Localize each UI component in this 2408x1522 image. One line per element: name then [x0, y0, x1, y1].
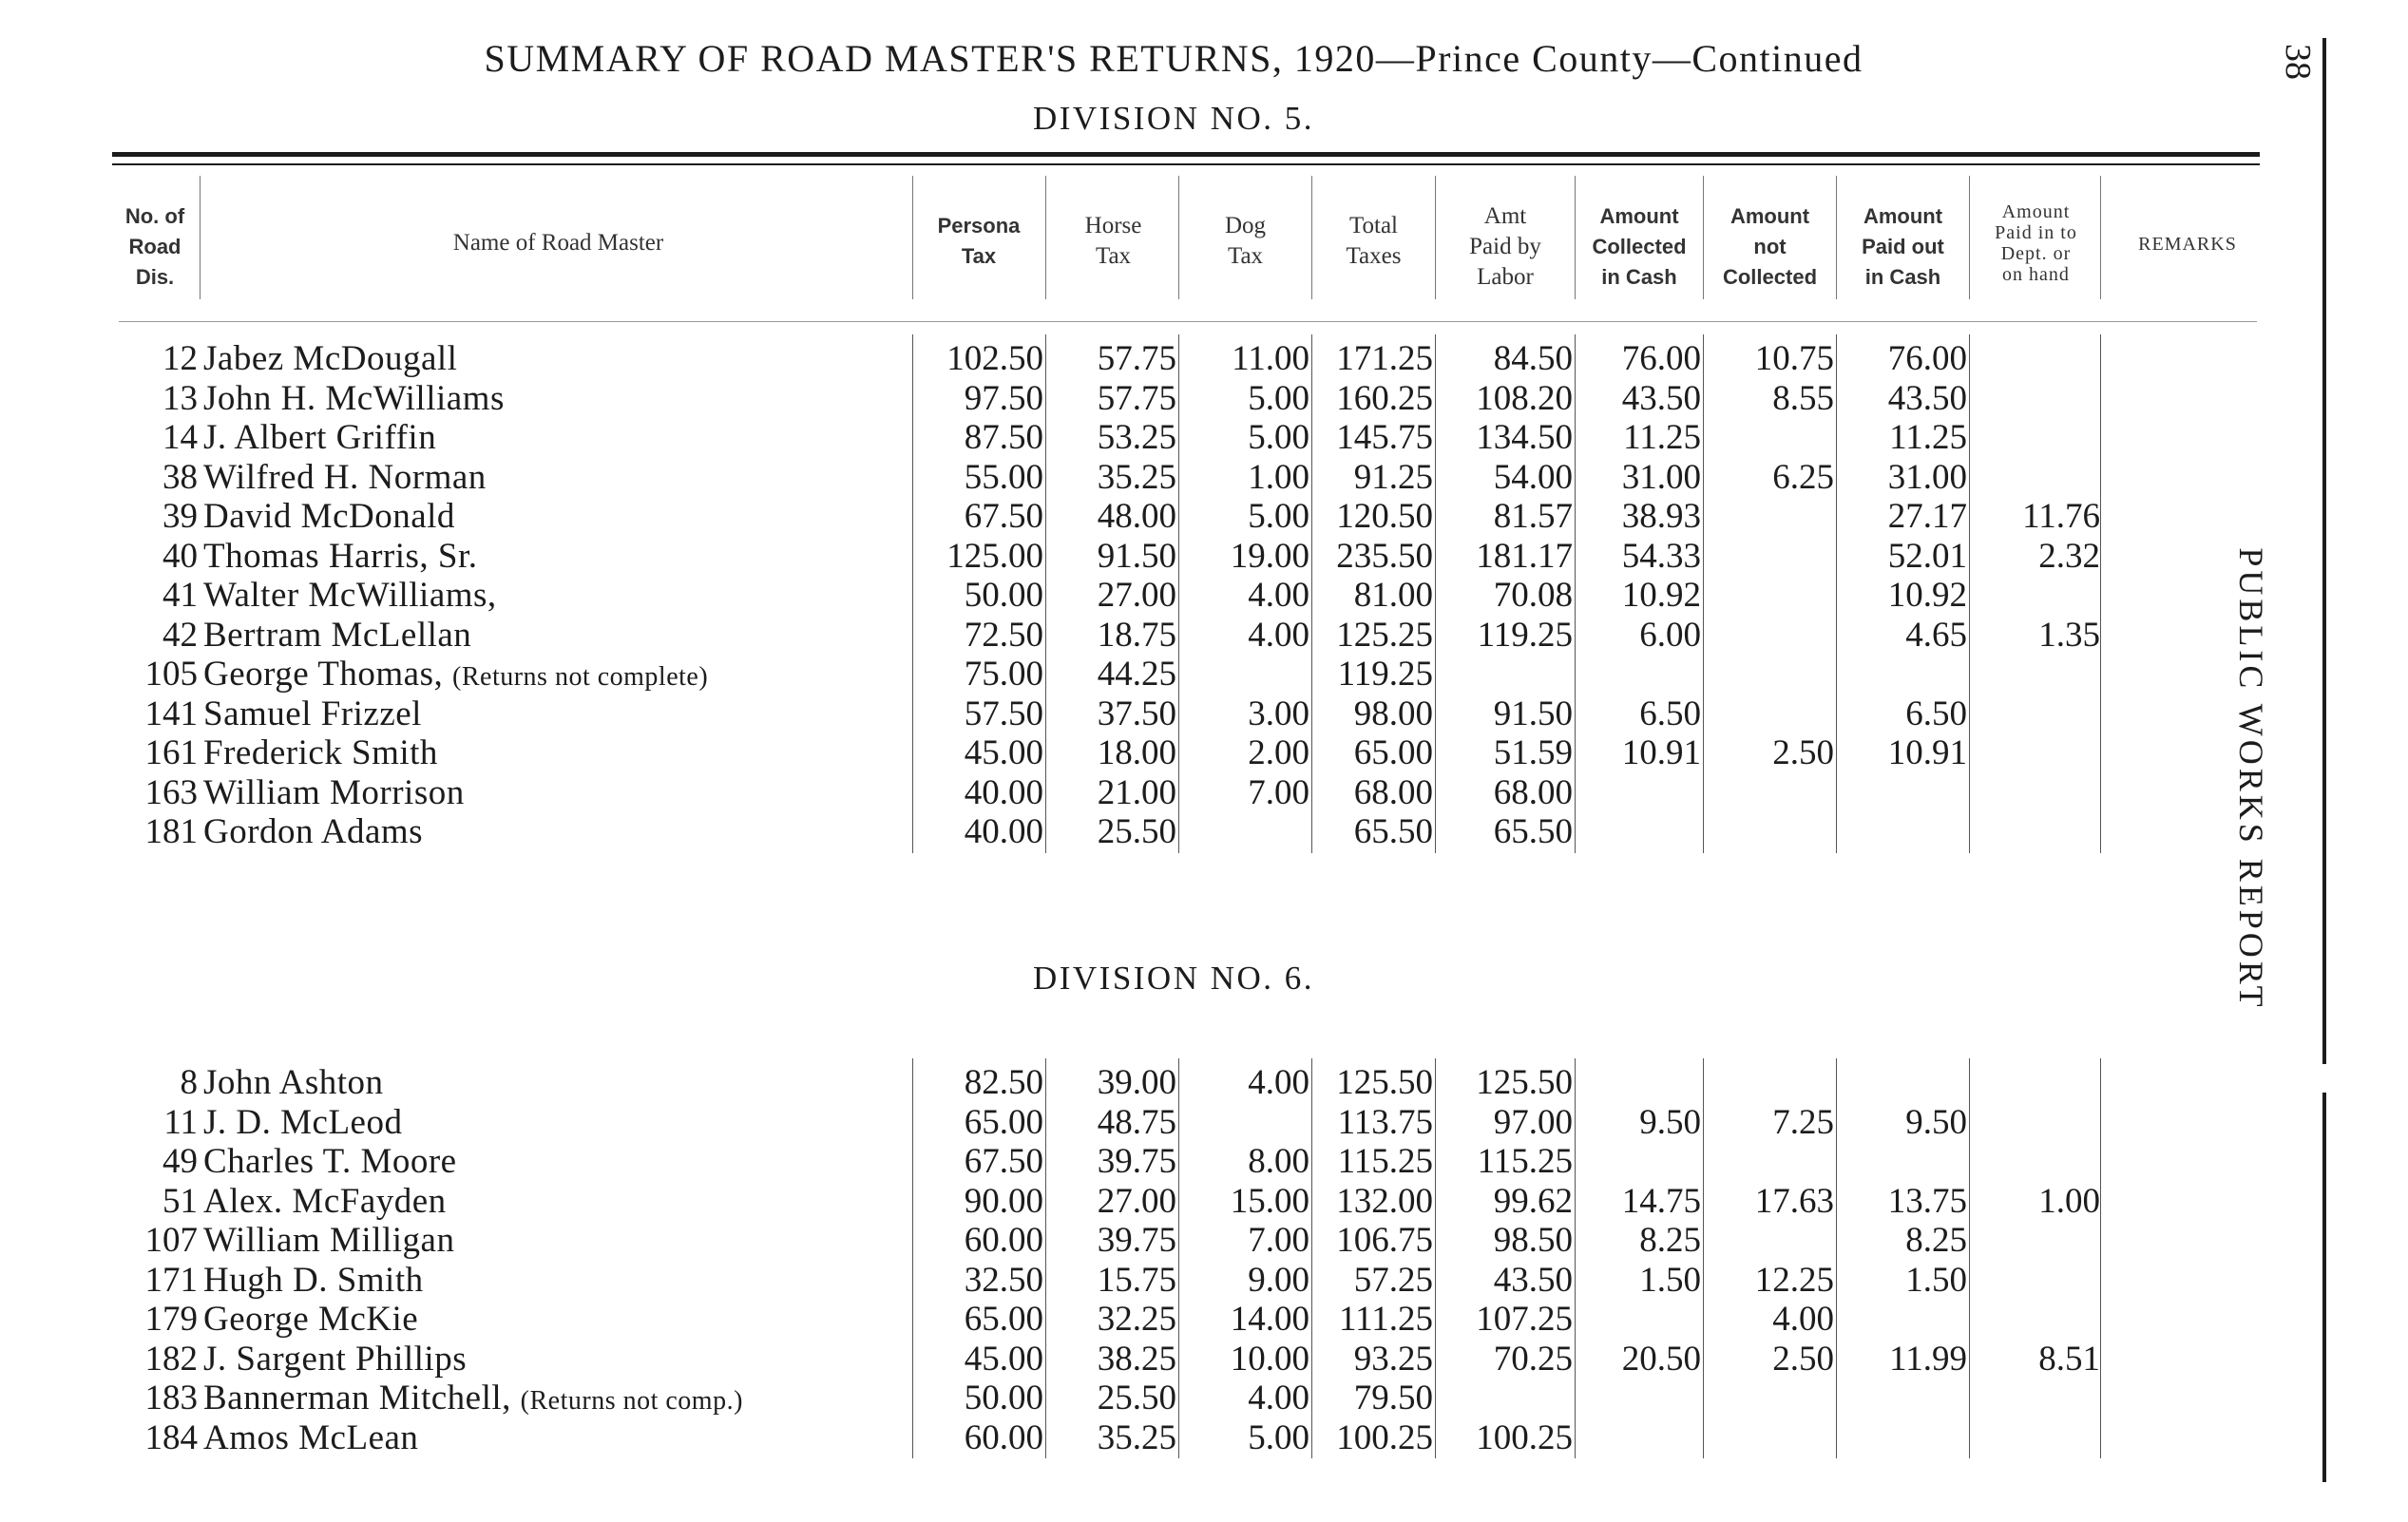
cell-paidout: 43.50	[1887, 378, 1967, 418]
road-master-name: J. Sargent Phillips	[203, 1339, 468, 1379]
road-district-number: 105	[144, 655, 198, 694]
column-rule	[1836, 1058, 1837, 1458]
cell-total: 106.75	[1336, 1221, 1433, 1260]
cell-horse: 25.50	[1097, 812, 1176, 851]
cell-cash: 9.50	[1639, 1102, 1701, 1142]
page-title: SUMMARY OF ROAD MASTER'S RETURNS, 1920—Prince County—Continued	[484, 37, 1863, 80]
cell-personal: 45.00	[964, 1339, 1043, 1379]
cell-dog: 7.00	[1248, 1221, 1309, 1260]
cell-paidout: 10.92	[1887, 576, 1967, 615]
table-row	[0, 577, 2186, 615]
col-header-cash: Amount Collected in Cash	[1592, 204, 1687, 289]
cell-personal: 65.00	[964, 1300, 1043, 1339]
road-master-name: J. D. McLeod	[203, 1102, 403, 1142]
column-rule	[2100, 334, 2101, 853]
cell-personal: 67.50	[964, 497, 1043, 536]
cell-dog: 5.00	[1248, 1417, 1309, 1457]
cell-paidout: 6.50	[1905, 694, 1967, 733]
road-district-number: 141	[144, 694, 198, 733]
cell-dog: 4.00	[1248, 1379, 1309, 1417]
cell-horse: 25.50	[1097, 1379, 1176, 1417]
col-header-labor: Amt Paid by Labor	[1469, 203, 1541, 290]
cell-horse: 38.25	[1097, 1339, 1176, 1379]
table-row	[0, 1341, 2186, 1379]
cell-horse: 32.25	[1097, 1300, 1176, 1339]
cell-horse: 15.75	[1097, 1260, 1176, 1300]
table-row	[0, 774, 2186, 812]
cell-personal: 50.00	[964, 576, 1043, 615]
cell-labor: 125.50	[1476, 1063, 1573, 1102]
road-master-name: David McDonald	[203, 497, 455, 536]
road-master-name: Wilfred H. Norman	[203, 457, 487, 497]
road-master-name: Jabez McDougall	[203, 339, 458, 378]
cell-paidout: 1.50	[1905, 1260, 1967, 1300]
cell-cash: 20.50	[1621, 1339, 1701, 1379]
header-divider	[912, 176, 913, 299]
road-master-name: William Morrison	[203, 772, 465, 812]
road-master-name: Charles T. Moore	[203, 1142, 457, 1181]
cell-personal: 57.50	[964, 694, 1043, 733]
cell-paidout: 76.00	[1887, 339, 1967, 378]
table-row	[0, 498, 2186, 536]
column-rule	[1969, 334, 1970, 853]
col-header-personal: Persona Tax	[937, 214, 1021, 268]
header-divider	[1045, 176, 1046, 299]
road-district-number: 38	[162, 457, 198, 497]
cell-dog: 4.00	[1248, 615, 1309, 655]
cell-labor: 181.17	[1476, 536, 1573, 576]
margin-rule-top	[2322, 38, 2326, 1064]
road-district-number: 182	[144, 1339, 198, 1379]
header-divider	[200, 176, 201, 299]
column-rule	[1435, 334, 1436, 853]
cell-horse: 39.00	[1097, 1063, 1176, 1102]
cell-onhand: 1.35	[2038, 615, 2100, 655]
cell-dog: 8.00	[1248, 1142, 1309, 1181]
column-rule	[1178, 334, 1179, 853]
cell-cash: 6.00	[1639, 615, 1701, 655]
cell-paidout: 4.65	[1905, 615, 1967, 655]
cell-cash: 11.25	[1623, 418, 1701, 457]
column-rule	[1311, 1058, 1312, 1458]
cell-horse: 57.75	[1097, 378, 1176, 418]
cell-personal: 55.00	[964, 457, 1043, 497]
division-5-heading: DIVISION NO. 5.	[1032, 100, 1315, 137]
cell-dog: 7.00	[1248, 772, 1309, 812]
road-master-name: Alex. McFayden	[203, 1181, 447, 1221]
cell-labor: 97.00	[1493, 1102, 1573, 1142]
cell-dog: 11.00	[1232, 339, 1309, 378]
cell-personal: 50.00	[964, 1379, 1043, 1417]
road-master-name: John H. McWilliams	[203, 378, 505, 418]
road-district-number: 161	[144, 733, 198, 772]
column-rule	[912, 1058, 913, 1458]
cell-horse: 48.75	[1097, 1102, 1176, 1142]
table-row	[0, 380, 2186, 418]
cell-personal: 60.00	[964, 1417, 1043, 1457]
header-divider	[1836, 176, 1837, 299]
cell-total: 145.75	[1336, 418, 1433, 457]
road-district-number: 51	[162, 1181, 198, 1221]
table-row	[0, 617, 2186, 655]
road-district-number: 8	[180, 1063, 198, 1102]
cell-personal: 60.00	[964, 1221, 1043, 1260]
cell-total: 65.50	[1353, 812, 1433, 851]
road-master-name: Walter McWilliams,	[203, 576, 497, 615]
cell-dog: 2.00	[1248, 733, 1309, 772]
road-district-number: 179	[144, 1300, 198, 1339]
cell-total: 119.25	[1337, 655, 1433, 694]
table-row	[0, 695, 2186, 733]
cell-horse: 37.50	[1097, 694, 1176, 733]
column-rule	[1969, 1058, 1970, 1458]
road-district-number: 184	[144, 1417, 198, 1457]
road-district-number: 12	[162, 339, 198, 378]
column-rule	[1703, 1058, 1704, 1458]
road-district-number: 181	[144, 812, 198, 851]
cell-notcollected: 10.75	[1754, 339, 1834, 378]
cell-horse: 39.75	[1097, 1221, 1176, 1260]
table-row	[0, 813, 2186, 851]
cell-onhand: 2.32	[2038, 536, 2100, 576]
road-master-name: Hugh D. Smith	[203, 1260, 424, 1300]
cell-personal: 75.00	[964, 655, 1043, 694]
col-header-onhand: Amount Paid in to Dept. or on hand	[1995, 201, 2077, 285]
table-row	[0, 340, 2186, 378]
road-master-name: John Ashton	[203, 1063, 384, 1102]
cell-dog: 5.00	[1248, 378, 1309, 418]
cell-personal: 40.00	[964, 812, 1043, 851]
cell-labor: 43.50	[1493, 1260, 1573, 1300]
cell-horse: 39.75	[1097, 1142, 1176, 1181]
road-district-number: 42	[162, 615, 198, 655]
cell-labor: 134.50	[1476, 418, 1573, 457]
road-master-name: William Milligan	[203, 1221, 455, 1260]
cell-total: 81.00	[1353, 576, 1433, 615]
table-row	[0, 538, 2186, 576]
running-header: PUBLIC WORKS REPORT	[2232, 547, 2270, 1011]
cell-notcollected: 12.25	[1754, 1260, 1834, 1300]
table-row	[0, 1104, 2186, 1142]
column-rule	[1311, 334, 1312, 853]
cell-personal: 40.00	[964, 772, 1043, 812]
road-district-number: 163	[144, 772, 198, 812]
road-district-number: 11	[163, 1102, 198, 1142]
cell-labor: 51.59	[1493, 733, 1573, 772]
cell-total: 111.25	[1338, 1300, 1433, 1339]
cell-paidout: 11.25	[1889, 418, 1967, 457]
cell-horse: 35.25	[1097, 457, 1176, 497]
road-district-number: 40	[162, 536, 198, 576]
table-row	[0, 734, 2186, 772]
cell-cash: 6.50	[1639, 694, 1701, 733]
cell-total: 235.50	[1336, 536, 1433, 576]
cell-notcollected: 17.63	[1754, 1181, 1834, 1221]
cell-total: 160.25	[1336, 378, 1433, 418]
col-header-no: No. of Road Dis.	[124, 204, 185, 289]
cell-dog: 4.00	[1248, 1063, 1309, 1102]
cell-horse: 21.00	[1097, 772, 1176, 812]
table-row	[0, 1143, 2186, 1181]
cell-cash: 14.75	[1621, 1181, 1701, 1221]
cell-labor: 99.62	[1493, 1181, 1573, 1221]
road-district-number: 13	[162, 378, 198, 418]
column-rule	[1435, 1058, 1436, 1458]
road-master-name: George Thomas, (Returns not complete)	[203, 655, 709, 694]
column-rule	[1703, 334, 1704, 853]
col-header-paidout: Amount Paid out in Cash	[1862, 204, 1944, 289]
cell-horse: 18.75	[1097, 615, 1176, 655]
header-rule	[119, 321, 2257, 322]
cell-paidout: 31.00	[1887, 457, 1967, 497]
cell-labor: 91.50	[1493, 694, 1573, 733]
cell-personal: 87.50	[964, 418, 1043, 457]
cell-total: 100.25	[1336, 1417, 1433, 1457]
cell-total: 68.00	[1353, 772, 1433, 812]
table-row	[0, 1419, 2186, 1457]
cell-notcollected: 2.50	[1772, 733, 1834, 772]
column-rule	[1045, 334, 1046, 853]
cell-dog: 5.00	[1248, 418, 1309, 457]
column-rule	[1178, 1058, 1179, 1458]
cell-labor: 108.20	[1476, 378, 1573, 418]
cell-cash: 31.00	[1621, 457, 1701, 497]
cell-labor: 98.50	[1493, 1221, 1573, 1260]
cell-personal: 67.50	[964, 1142, 1043, 1181]
road-district-number: 41	[162, 576, 198, 615]
cell-horse: 48.00	[1097, 497, 1176, 536]
cell-notcollected: 7.25	[1772, 1102, 1834, 1142]
cell-paidout: 8.25	[1905, 1221, 1967, 1260]
cell-personal: 45.00	[964, 733, 1043, 772]
cell-horse: 27.00	[1097, 1181, 1176, 1221]
cell-total: 113.75	[1337, 1102, 1433, 1142]
returns-note: (Returns not complete)	[452, 662, 709, 692]
table-row	[0, 1301, 2186, 1339]
cell-total: 125.50	[1336, 1063, 1433, 1102]
cell-dog: 19.00	[1230, 536, 1309, 576]
cell-onhand: 1.00	[2038, 1181, 2100, 1221]
column-rule	[1836, 334, 1837, 853]
column-rule	[1575, 334, 1576, 853]
road-master-name: Amos McLean	[203, 1417, 419, 1457]
road-master-name: Gordon Adams	[203, 812, 424, 851]
cell-total: 57.25	[1353, 1260, 1433, 1300]
table-row	[0, 1379, 2186, 1417]
cell-paidout: 13.75	[1887, 1181, 1967, 1221]
cell-paidout: 52.01	[1887, 536, 1967, 576]
cell-labor: 65.50	[1493, 812, 1573, 851]
cell-paidout: 11.99	[1889, 1339, 1967, 1379]
header-divider	[1575, 176, 1576, 299]
cell-horse: 91.50	[1097, 536, 1176, 576]
column-rule	[1045, 1058, 1046, 1458]
cell-personal: 82.50	[964, 1063, 1043, 1102]
road-master-name: Bannerman Mitchell, (Returns not comp.)	[203, 1379, 743, 1417]
cell-horse: 27.00	[1097, 576, 1176, 615]
header-divider	[2100, 176, 2101, 299]
table-row	[0, 1183, 2186, 1221]
column-rule	[1575, 1058, 1576, 1458]
road-master-name: Frederick Smith	[203, 733, 438, 772]
header-divider	[1311, 176, 1312, 299]
table-row	[0, 1064, 2186, 1102]
road-master-name: Thomas Harris, Sr.	[203, 536, 478, 576]
cell-dog: 9.00	[1248, 1260, 1309, 1300]
cell-total: 91.25	[1353, 457, 1433, 497]
road-district-number: 171	[144, 1260, 198, 1300]
cell-dog: 3.00	[1248, 694, 1309, 733]
cell-total: 125.25	[1336, 615, 1433, 655]
cell-cash: 8.25	[1639, 1221, 1701, 1260]
cell-horse: 18.00	[1097, 733, 1176, 772]
cell-paidout: 10.91	[1887, 733, 1967, 772]
cell-total: 115.25	[1337, 1142, 1433, 1181]
cell-total: 65.00	[1353, 733, 1433, 772]
cell-personal: 65.00	[964, 1102, 1043, 1142]
road-master-name: J. Albert Griffin	[203, 418, 437, 457]
cell-horse: 35.25	[1097, 1417, 1176, 1457]
col-header-dog: Dog Tax	[1224, 213, 1267, 269]
col-header-total: Total Taxes	[1346, 213, 1402, 269]
cell-dog: 15.00	[1230, 1181, 1309, 1221]
returns-note: (Returns not comp.)	[520, 1386, 743, 1416]
cell-labor: 68.00	[1493, 772, 1573, 812]
cell-personal: 90.00	[964, 1181, 1043, 1221]
header-divider	[1435, 176, 1436, 299]
header-divider	[1969, 176, 1970, 299]
road-district-number: 14	[162, 418, 198, 457]
road-master-name: Samuel Frizzel	[203, 694, 422, 733]
cell-total: 120.50	[1336, 497, 1433, 536]
col-header-remarks: REMARKS	[2138, 234, 2237, 255]
top-rule-thin	[112, 163, 2260, 165]
cell-dog: 5.00	[1248, 497, 1309, 536]
cell-personal: 125.00	[946, 536, 1043, 576]
header-divider	[1703, 176, 1704, 299]
page-number: 38	[2278, 44, 2318, 80]
margin-rule-bottom	[2322, 1093, 2326, 1482]
road-district-number: 39	[162, 497, 198, 536]
cell-cash: 10.91	[1621, 733, 1701, 772]
cell-cash: 10.92	[1621, 576, 1701, 615]
cell-notcollected: 6.25	[1772, 457, 1834, 497]
cell-total: 171.25	[1336, 339, 1433, 378]
cell-paidout: 27.17	[1887, 497, 1967, 536]
cell-notcollected: 8.55	[1772, 378, 1834, 418]
road-master-name: George McKie	[203, 1300, 419, 1339]
cell-horse: 53.25	[1097, 418, 1176, 457]
header-divider	[1178, 176, 1179, 299]
cell-notcollected: 2.50	[1772, 1339, 1834, 1379]
cell-notcollected: 4.00	[1772, 1300, 1834, 1339]
cell-total: 98.00	[1353, 694, 1433, 733]
cell-paidout: 9.50	[1905, 1102, 1967, 1142]
cell-total: 93.25	[1353, 1339, 1433, 1379]
cell-cash: 38.93	[1621, 497, 1701, 536]
table-row	[0, 1262, 2186, 1300]
cell-personal: 32.50	[964, 1260, 1043, 1300]
table-row	[0, 459, 2186, 497]
cell-horse: 44.25	[1097, 655, 1176, 694]
cell-labor: 54.00	[1493, 457, 1573, 497]
cell-cash: 43.50	[1621, 378, 1701, 418]
road-district-number: 49	[162, 1142, 198, 1181]
cell-cash: 1.50	[1639, 1260, 1701, 1300]
cell-dog: 4.00	[1248, 576, 1309, 615]
cell-total: 79.50	[1353, 1379, 1433, 1417]
road-master-name: Bertram McLellan	[203, 615, 472, 655]
cell-dog: 10.00	[1230, 1339, 1309, 1379]
cell-labor: 107.25	[1476, 1300, 1573, 1339]
cell-personal: 97.50	[964, 378, 1043, 418]
cell-personal: 72.50	[964, 615, 1043, 655]
cell-personal: 102.50	[946, 339, 1043, 378]
cell-dog: 14.00	[1230, 1300, 1309, 1339]
cell-cash: 54.33	[1621, 536, 1701, 576]
column-rule	[2100, 1058, 2101, 1458]
cell-labor: 119.25	[1477, 615, 1573, 655]
cell-total: 132.00	[1336, 1181, 1433, 1221]
table-row	[0, 656, 2186, 694]
col-header-name: Name of Road Master	[452, 230, 664, 256]
column-rule	[912, 334, 913, 853]
division-6-heading: DIVISION NO. 6.	[1032, 960, 1315, 997]
table-row	[0, 1222, 2186, 1260]
top-rule-thick	[112, 152, 2260, 157]
cell-labor: 115.25	[1477, 1142, 1573, 1181]
col-header-horse: Horse Tax	[1084, 213, 1142, 269]
col-header-notcollected: Amount not Collected	[1722, 204, 1818, 289]
cell-labor: 81.57	[1493, 497, 1573, 536]
cell-labor: 100.25	[1476, 1417, 1573, 1457]
cell-cash: 76.00	[1621, 339, 1701, 378]
road-district-number: 107	[144, 1221, 198, 1260]
cell-onhand: 11.76	[2022, 497, 2100, 536]
cell-labor: 70.25	[1493, 1339, 1573, 1379]
cell-labor: 70.08	[1493, 576, 1573, 615]
cell-horse: 57.75	[1097, 339, 1176, 378]
road-district-number: 183	[144, 1379, 198, 1417]
cell-dog: 1.00	[1248, 457, 1309, 497]
table-row	[0, 419, 2186, 457]
cell-labor: 84.50	[1493, 339, 1573, 378]
cell-onhand: 8.51	[2038, 1339, 2100, 1379]
